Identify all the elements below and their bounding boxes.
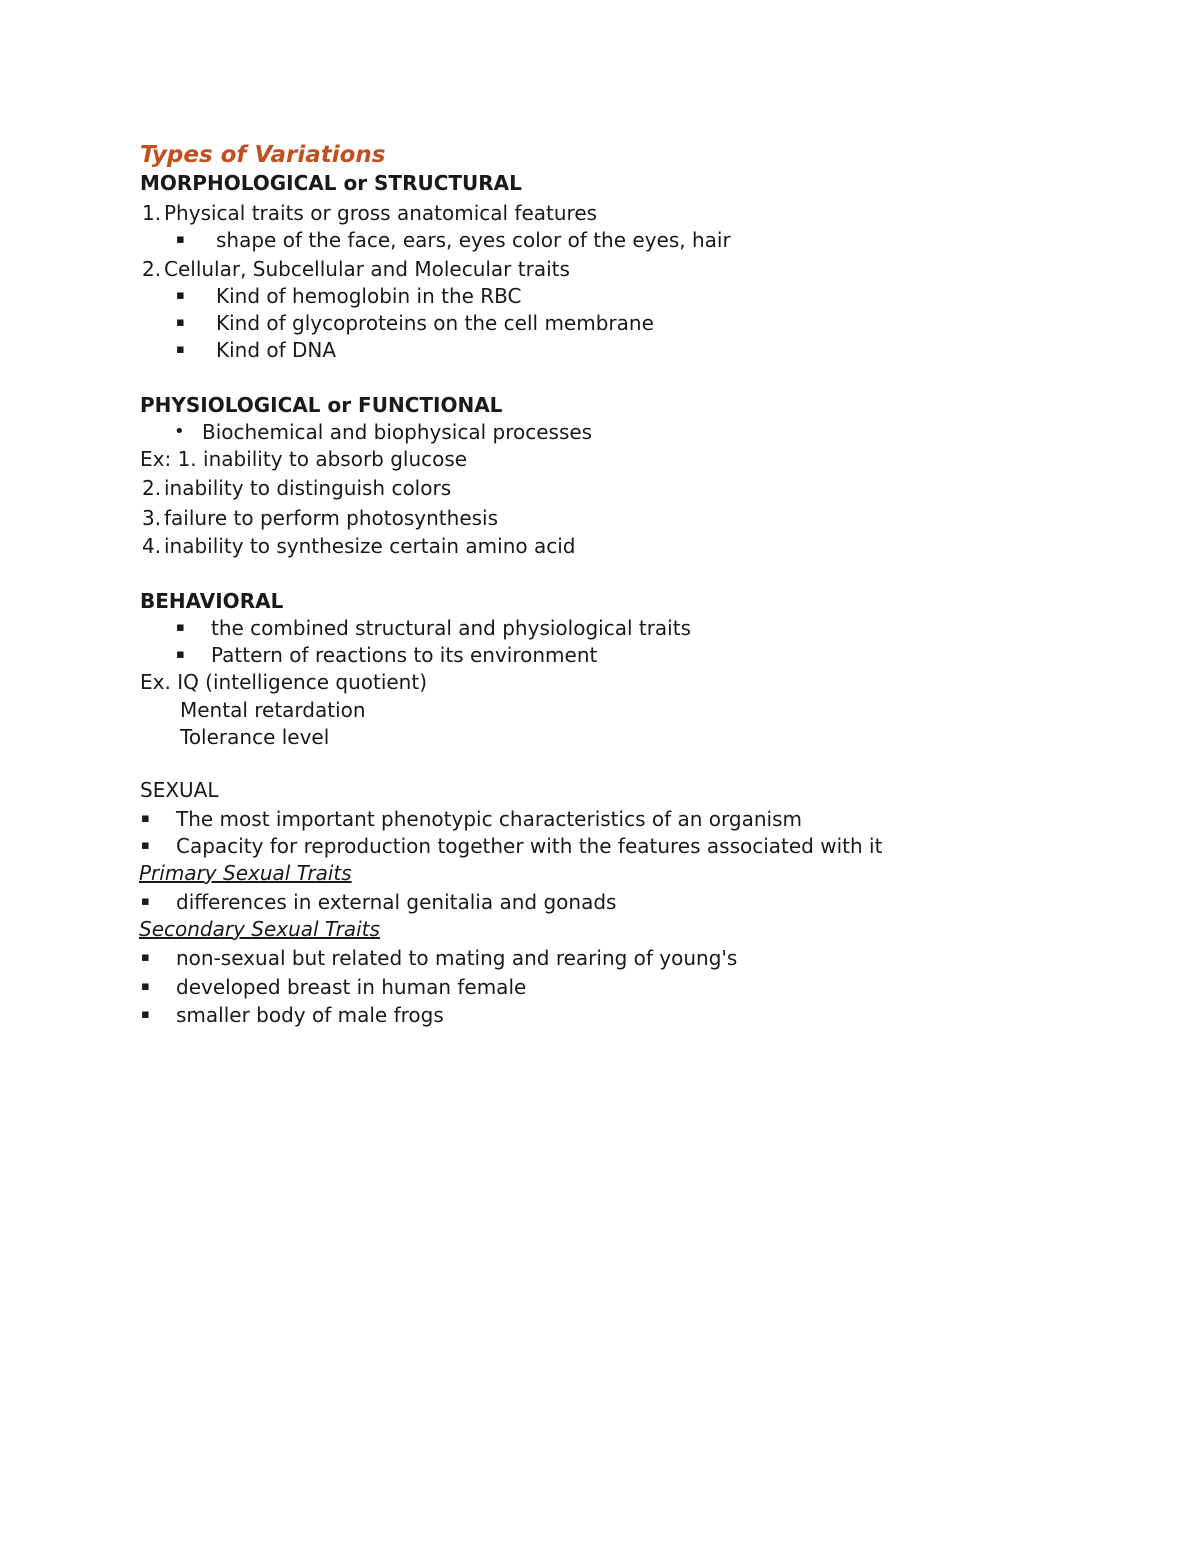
bullet-icon: ▪ (141, 979, 150, 994)
bullet-icon: ▪ (141, 950, 150, 965)
list-number: 4. (142, 534, 162, 558)
list-item: Cellular, Subcellular and Molecular traits (164, 257, 570, 281)
list-number: 2. (142, 476, 162, 500)
list-item: Biochemical and biophysical processes (202, 420, 593, 444)
list-item: non-sexual but related to mating and rearing of young's (176, 946, 738, 970)
list-item: Pattern of reactions to its environment (211, 643, 598, 667)
list-item: the combined structural and physiological traits (211, 616, 691, 640)
bullet-icon: ▪ (141, 811, 150, 826)
list-item: Kind of DNA (216, 338, 337, 362)
section-heading-morphological: MORPHOLOGICAL or STRUCTURAL (140, 171, 522, 195)
list-item: differences in external genitalia and gonads (176, 890, 617, 914)
example-line: Ex: 1. inability to absorb glucose (140, 447, 468, 471)
list-item: inability to distinguish colors (164, 476, 452, 500)
list-item: Kind of glycoproteins on the cell membrane (216, 311, 654, 335)
list-item: Capacity for reproduction together with the features associated with it (176, 834, 883, 858)
bullet-icon: ▪ (176, 315, 185, 330)
example-line: Ex. IQ (intelligence quotient) (140, 670, 428, 694)
list-item: smaller body of male frogs (176, 1003, 444, 1027)
list-item: inability to synthesize certain amino acid (164, 534, 576, 558)
list-item: failure to perform photosynthesis (164, 506, 499, 530)
list-item: developed breast in human female (176, 975, 527, 999)
subheading-primary-sexual-traits: Primary Sexual Traits (139, 861, 352, 885)
bullet-icon: ▪ (176, 342, 185, 357)
example-line: Mental retardation (180, 698, 366, 722)
list-number: 3. (142, 506, 162, 530)
section-heading-behavioral: BEHAVIORAL (140, 589, 284, 613)
bullet-icon: ▪ (141, 838, 150, 853)
list-number: 1. (142, 201, 162, 225)
list-item: The most important phenotypic characteristics of an organism (176, 807, 802, 831)
list-item: Physical traits or gross anatomical features (164, 201, 598, 225)
bullet-icon: ▪ (176, 620, 185, 635)
list-item: shape of the face, ears, eyes color of the eyes, hair (216, 228, 731, 252)
section-heading-physiological: PHYSIOLOGICAL or FUNCTIONAL (140, 393, 503, 417)
bullet-icon: • (174, 421, 185, 442)
bullet-icon: ▪ (176, 232, 185, 247)
section-heading-sexual: SEXUAL (140, 778, 219, 802)
list-item: Kind of hemoglobin in the RBC (216, 284, 522, 308)
document-title: Types of Variations (140, 142, 386, 168)
bullet-icon: ▪ (176, 647, 185, 662)
subheading-secondary-sexual-traits: Secondary Sexual Traits (139, 917, 380, 941)
bullet-icon: ▪ (141, 894, 150, 909)
example-line: Tolerance level (180, 725, 330, 749)
bullet-icon: ▪ (141, 1007, 150, 1022)
bullet-icon: ▪ (176, 288, 185, 303)
list-number: 2. (142, 257, 162, 281)
